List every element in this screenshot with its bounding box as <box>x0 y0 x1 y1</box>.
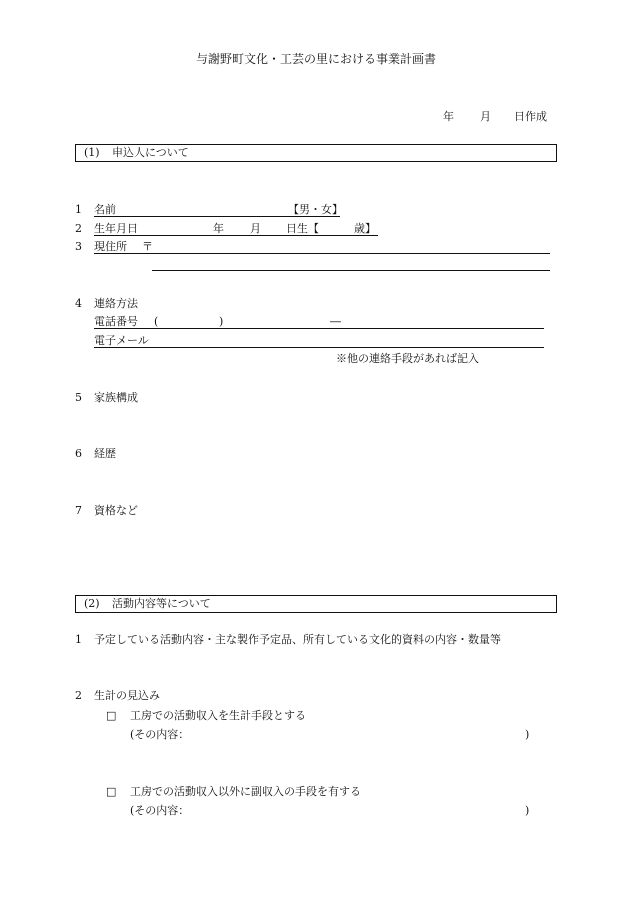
name-label: 名前 <box>94 203 116 216</box>
livelihood-option1-label: 工房での活動収入を生計手段とする <box>130 709 306 722</box>
activity-label: 予定している活動内容・主な製作予定品、所有している文化的資料の内容・数量等 <box>94 633 501 646</box>
career-label: 経歴 <box>94 447 116 460</box>
section2-title: 活動内容等について <box>112 597 211 610</box>
qualifications-label: 資格など <box>94 504 138 517</box>
livelihood-option1-checkbox[interactable]: □ <box>106 709 117 722</box>
date-day-label: 日作成 <box>514 110 547 123</box>
date-month-label: 月 <box>480 110 491 123</box>
livelihood-option1-close: ) <box>525 728 530 741</box>
address-input-line-1[interactable] <box>94 253 550 254</box>
phone-dash: ― <box>330 315 341 328</box>
section1-title: 申込人について <box>112 146 189 159</box>
document-title: 与謝野町文化・工芸の里における事業計画書 <box>196 52 437 66</box>
activity-number: 1 <box>75 633 82 646</box>
phone-paren-open: ( <box>154 315 159 328</box>
email-label: 電子メール <box>94 334 149 347</box>
contact-number: 4 <box>75 297 82 310</box>
qualifications-number: 7 <box>75 504 82 517</box>
birth-label: 生年月日 <box>94 222 138 235</box>
phone-input-line[interactable] <box>94 328 544 329</box>
birth-number: 2 <box>75 222 82 235</box>
birthdate-input-line[interactable] <box>94 235 378 236</box>
gender-selector[interactable]: 【男・女】 <box>288 203 343 216</box>
postal-mark: 〒 <box>142 240 153 253</box>
livelihood-option2-close: ) <box>525 804 530 817</box>
family-number: 5 <box>75 391 82 404</box>
livelihood-option1-detail: (その内容： <box>130 728 190 741</box>
family-label: 家族構成 <box>94 391 138 404</box>
address-label: 現住所 <box>94 240 127 253</box>
livelihood-option2-label: 工房での活動収入以外に副収入の手段を有する <box>130 785 361 798</box>
email-input-line[interactable] <box>94 347 544 348</box>
livelihood-option2-detail: (その内容： <box>130 804 190 817</box>
phone-paren-close: ) <box>219 315 224 328</box>
section2-header <box>75 595 557 613</box>
birth-year-label: 年 <box>213 222 224 235</box>
address-input-line-2[interactable] <box>152 270 550 271</box>
birth-month-label: 月 <box>250 222 261 235</box>
section2-number: (2) <box>84 597 100 610</box>
address-number: 3 <box>75 240 82 253</box>
birth-day-label: 日生【 <box>286 222 319 235</box>
age-label: 歳】 <box>354 222 376 235</box>
livelihood-option2-checkbox[interactable]: □ <box>106 785 117 798</box>
career-number: 6 <box>75 447 82 460</box>
contact-label: 連絡方法 <box>94 297 138 310</box>
name-number: 1 <box>75 203 82 216</box>
date-year-label: 年 <box>443 110 454 123</box>
section1-header <box>75 144 557 162</box>
livelihood-number: 2 <box>75 689 82 702</box>
phone-label: 電話番号 <box>94 315 138 328</box>
livelihood-label: 生計の見込み <box>94 689 160 702</box>
contact-note: ※他の連絡手段があれば記入 <box>336 352 479 365</box>
section1-number: (1) <box>84 146 100 159</box>
